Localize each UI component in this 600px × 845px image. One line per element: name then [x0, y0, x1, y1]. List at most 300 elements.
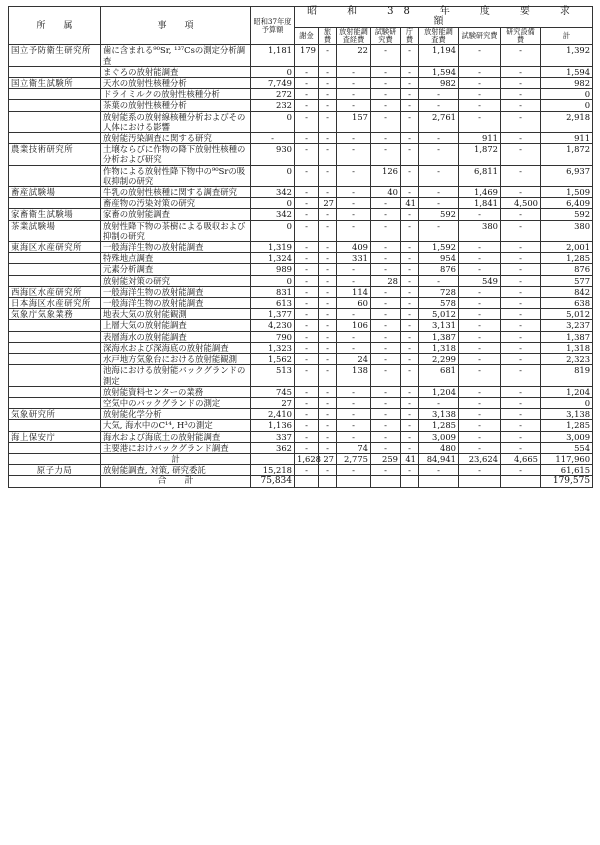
grand-total-cell: 75,834 — [251, 476, 295, 487]
agency-cell: 農業技術研究所 — [9, 144, 101, 165]
value-cell: 1,387 — [541, 331, 593, 342]
value-cell: - — [319, 442, 337, 453]
value-cell: - — [401, 465, 419, 476]
value-cell: 1,194 — [419, 45, 459, 66]
value-cell: - — [295, 253, 319, 264]
table-row — [9, 298, 593, 309]
value-cell: - — [501, 431, 541, 442]
value-cell: 1,181 — [251, 45, 295, 66]
value-cell: 982 — [541, 78, 593, 89]
value-cell: - — [319, 253, 337, 264]
value-cell: - — [251, 133, 295, 144]
value-cell: 577 — [541, 275, 593, 286]
value-cell: 28 — [371, 275, 401, 286]
value-cell: - — [401, 397, 419, 408]
value-cell: 0 — [251, 220, 295, 241]
value-cell: 331 — [337, 253, 371, 264]
header-col-2: 放射能調査経費 — [337, 28, 371, 45]
value-cell: - — [401, 365, 419, 386]
value-cell: - — [371, 242, 401, 253]
value-cell: - — [337, 386, 371, 397]
value-cell: - — [401, 165, 419, 186]
value-cell: - — [371, 420, 401, 431]
value-cell: - — [501, 386, 541, 397]
value-cell: - — [371, 253, 401, 264]
item-cell: 放射性降下物の茶樹による吸収および抑制の研究 — [101, 220, 251, 241]
value-cell: - — [501, 286, 541, 297]
value-cell: - — [295, 264, 319, 275]
value-cell: 1,377 — [251, 309, 295, 320]
value-cell: - — [501, 420, 541, 431]
header-col-1: 旅費 — [319, 28, 337, 45]
value-cell: 578 — [419, 298, 459, 309]
subtotal-label: 計 — [101, 453, 251, 464]
value-cell: 911 — [459, 133, 501, 144]
value-cell: - — [295, 386, 319, 397]
value-cell: 1,204 — [541, 386, 593, 397]
value-cell: - — [337, 331, 371, 342]
subtotal-cell — [251, 453, 295, 464]
value-cell: - — [459, 442, 501, 453]
header-row-1 — [9, 7, 593, 28]
value-cell: 1,285 — [419, 420, 459, 431]
value-cell: - — [401, 354, 419, 365]
value-cell: - — [501, 397, 541, 408]
value-cell: 989 — [251, 264, 295, 275]
value-cell: - — [319, 342, 337, 353]
value-cell: - — [319, 298, 337, 309]
agency-cell — [9, 442, 101, 453]
value-cell: - — [319, 331, 337, 342]
agency-cell — [9, 342, 101, 353]
value-cell: - — [337, 220, 371, 241]
value-cell: - — [401, 220, 419, 241]
value-cell: 549 — [459, 275, 501, 286]
value-cell: - — [371, 342, 401, 353]
value-cell: - — [371, 209, 401, 220]
value-cell: 138 — [337, 365, 371, 386]
value-cell: 3,237 — [541, 320, 593, 331]
value-cell: 0 — [541, 100, 593, 111]
value-cell: 876 — [541, 264, 593, 275]
agency-cell: 気象庁気象業務 — [9, 309, 101, 320]
value-cell: - — [459, 331, 501, 342]
value-cell: - — [337, 133, 371, 144]
table-row — [9, 100, 593, 111]
value-cell: - — [337, 144, 371, 165]
value-cell: 1,592 — [419, 242, 459, 253]
grand-total-cell — [501, 476, 541, 487]
value-cell: - — [295, 286, 319, 297]
item-cell: 池海における放射能バックグランドの測定 — [101, 365, 251, 386]
agency-cell: 畜産試験場 — [9, 187, 101, 198]
value-cell: - — [337, 409, 371, 420]
value-cell: - — [419, 89, 459, 100]
table-row — [9, 253, 593, 264]
value-cell: - — [401, 320, 419, 331]
value-cell: - — [419, 465, 459, 476]
value-cell: 0 — [251, 275, 295, 286]
value-cell: - — [401, 331, 419, 342]
value-cell: - — [371, 264, 401, 275]
value-cell: - — [401, 309, 419, 320]
value-cell: - — [371, 331, 401, 342]
table-footer — [9, 453, 593, 487]
value-cell: 982 — [419, 78, 459, 89]
value-cell: - — [419, 220, 459, 241]
value-cell: 342 — [251, 187, 295, 198]
agency-cell — [9, 133, 101, 144]
value-cell: - — [371, 45, 401, 66]
grand-total-label: 合 計 — [101, 476, 251, 487]
grand-total-cell — [419, 476, 459, 487]
value-cell: 114 — [337, 286, 371, 297]
value-cell: - — [401, 431, 419, 442]
value-cell: - — [319, 133, 337, 144]
item-cell: 放射能化学分析 — [101, 409, 251, 420]
value-cell: - — [419, 144, 459, 165]
value-cell: - — [501, 309, 541, 320]
value-cell: 1,319 — [251, 242, 295, 253]
value-cell: - — [295, 242, 319, 253]
agency-cell: 西海区水産研究所 — [9, 286, 101, 297]
table-row — [9, 264, 593, 275]
item-cell: 作物による放射性降下物中の⁹⁰Srの吸収抑制の研究 — [101, 165, 251, 186]
value-cell: - — [337, 187, 371, 198]
agency-cell — [9, 397, 101, 408]
table-row — [9, 165, 593, 186]
value-cell: - — [501, 144, 541, 165]
value-cell: 272 — [251, 89, 295, 100]
value-cell: - — [501, 409, 541, 420]
value-cell: - — [371, 298, 401, 309]
value-cell: - — [295, 66, 319, 77]
value-cell: - — [371, 133, 401, 144]
item-cell: 一般海洋生物の放射能調査 — [101, 298, 251, 309]
item-cell: 放射能系の放射線核種分析およびその人体における影響 — [101, 111, 251, 132]
value-cell: - — [319, 144, 337, 165]
value-cell: - — [501, 320, 541, 331]
value-cell: - — [501, 209, 541, 220]
value-cell: 1,387 — [419, 331, 459, 342]
value-cell: - — [319, 386, 337, 397]
value-cell: 3,131 — [419, 320, 459, 331]
value-cell: 728 — [419, 286, 459, 297]
value-cell: 1,594 — [541, 66, 593, 77]
value-cell: 4,500 — [501, 198, 541, 209]
value-cell: - — [319, 100, 337, 111]
value-cell: - — [295, 431, 319, 442]
table-row — [9, 331, 593, 342]
agency-cell — [9, 66, 101, 77]
genshiryoku-row — [9, 465, 593, 476]
agency-cell — [9, 253, 101, 264]
item-cell: 大気, 海水中のC¹⁴, H³の測定 — [101, 420, 251, 431]
table-row — [9, 111, 593, 132]
table-row — [9, 354, 593, 365]
value-cell: 0 — [251, 111, 295, 132]
grand-total-cell: 179,575 — [541, 476, 593, 487]
value-cell: - — [371, 442, 401, 453]
value-cell: - — [419, 275, 459, 286]
subtotal-cell: 84,941 — [419, 453, 459, 464]
value-cell: 2,001 — [541, 242, 593, 253]
value-cell: 6,937 — [541, 165, 593, 186]
subtotal-cell: 259 — [371, 453, 401, 464]
value-cell: 3,009 — [541, 431, 593, 442]
value-cell: - — [459, 100, 501, 111]
value-cell: - — [371, 144, 401, 165]
grand-total-row — [9, 476, 593, 487]
value-cell: - — [337, 209, 371, 220]
header-col-5: 放射能調査費 — [419, 28, 459, 45]
item-cell: 土壌ならびに作物の降下放射性核種の分析および研究 — [101, 144, 251, 165]
header-budget37: 昭和37年度予算額 — [251, 7, 295, 45]
value-cell: - — [337, 89, 371, 100]
subtotal-cell: 4,665 — [501, 453, 541, 464]
item-cell: 天水の放射性核種分析 — [101, 78, 251, 89]
value-cell: 1,841 — [459, 198, 501, 209]
agency-cell: 海上保安庁 — [9, 431, 101, 442]
agency-cell — [9, 275, 101, 286]
value-cell: - — [371, 431, 401, 442]
value-cell: 1,392 — [541, 45, 593, 66]
subtotal-cell: 1,628 — [295, 453, 319, 464]
value-cell: 819 — [541, 365, 593, 386]
value-cell: - — [501, 45, 541, 66]
value-cell: 409 — [337, 242, 371, 253]
item-cell: 特殊地点調査 — [101, 253, 251, 264]
value-cell: - — [295, 133, 319, 144]
value-cell: - — [337, 198, 371, 209]
value-cell: - — [319, 320, 337, 331]
agency-cell — [9, 89, 101, 100]
value-cell: - — [401, 133, 419, 144]
table-row — [9, 397, 593, 408]
table-row — [9, 220, 593, 241]
item-cell: 主要港におけバックグランド調査 — [101, 442, 251, 453]
value-cell: - — [459, 465, 501, 476]
value-cell: - — [501, 354, 541, 365]
item-cell: 空気中のバックグランドの測定 — [101, 397, 251, 408]
value-cell: - — [459, 78, 501, 89]
value-cell: - — [295, 89, 319, 100]
value-cell: 5,012 — [541, 309, 593, 320]
agency-cell — [9, 354, 101, 365]
value-cell: - — [295, 354, 319, 365]
value-cell: 831 — [251, 286, 295, 297]
value-cell: - — [419, 100, 459, 111]
value-cell: - — [337, 275, 371, 286]
value-cell: - — [295, 309, 319, 320]
value-cell: - — [319, 111, 337, 132]
value-cell: 2,918 — [541, 111, 593, 132]
value-cell: - — [459, 253, 501, 264]
agency-cell — [9, 100, 101, 111]
item-cell: 海水および海底土の放射能調査 — [101, 431, 251, 442]
value-cell: 0 — [251, 66, 295, 77]
grand-total-cell — [295, 476, 319, 487]
table-row — [9, 78, 593, 89]
value-cell: - — [371, 465, 401, 476]
item-cell: 放射能資料センターの業務 — [101, 386, 251, 397]
value-cell: - — [501, 342, 541, 353]
value-cell: - — [371, 309, 401, 320]
value-cell: - — [295, 342, 319, 353]
table-row — [9, 420, 593, 431]
value-cell: - — [319, 220, 337, 241]
value-cell: - — [337, 465, 371, 476]
item-cell: 家畜の放射能調査 — [101, 209, 251, 220]
value-cell: - — [401, 187, 419, 198]
value-cell: - — [401, 342, 419, 353]
value-cell: - — [419, 165, 459, 186]
value-cell: - — [371, 100, 401, 111]
value-cell: - — [401, 409, 419, 420]
value-cell: - — [319, 365, 337, 386]
value-cell: - — [371, 66, 401, 77]
item-cell: 牛乳の放射性核種に関する調査研究 — [101, 187, 251, 198]
value-cell: - — [337, 420, 371, 431]
table-row — [9, 133, 593, 144]
agency-cell: 原子力局 — [9, 465, 101, 476]
value-cell: - — [295, 220, 319, 241]
table-row — [9, 198, 593, 209]
item-cell: 放射能調査, 対策, 研究委託 — [101, 465, 251, 476]
value-cell: 554 — [541, 442, 593, 453]
value-cell: 342 — [251, 209, 295, 220]
value-cell: - — [401, 242, 419, 253]
value-cell: - — [419, 187, 459, 198]
value-cell: - — [295, 320, 319, 331]
value-cell: - — [459, 242, 501, 253]
budget-table-sheet — [8, 6, 600, 488]
item-cell: 一般海洋生物の放射能調査 — [101, 286, 251, 297]
agency-cell: 茶業試験場 — [9, 220, 101, 241]
value-cell: - — [295, 331, 319, 342]
value-cell: 592 — [419, 209, 459, 220]
table-row — [9, 342, 593, 353]
header-col-0: 謝金 — [295, 28, 319, 45]
table-body — [9, 45, 593, 454]
table-row — [9, 431, 593, 442]
value-cell: - — [501, 165, 541, 186]
value-cell: 41 — [401, 198, 419, 209]
item-cell: まぐろの放射能調査 — [101, 66, 251, 77]
value-cell: 60 — [337, 298, 371, 309]
value-cell: 954 — [419, 253, 459, 264]
value-cell: - — [371, 354, 401, 365]
value-cell: - — [319, 165, 337, 186]
value-cell: 2,299 — [419, 354, 459, 365]
agency-cell — [9, 365, 101, 386]
value-cell: - — [459, 66, 501, 77]
value-cell: 842 — [541, 286, 593, 297]
value-cell: - — [501, 187, 541, 198]
value-cell: - — [401, 100, 419, 111]
value-cell: - — [401, 420, 419, 431]
value-cell: 1,872 — [459, 144, 501, 165]
item-cell: 水戸地方気象台における放射能観測 — [101, 354, 251, 365]
value-cell: - — [401, 66, 419, 77]
value-cell: - — [459, 431, 501, 442]
header-col-8: 計 — [541, 28, 593, 45]
value-cell: - — [501, 465, 541, 476]
grand-total-cell — [401, 476, 419, 487]
value-cell: - — [295, 165, 319, 186]
table-row — [9, 242, 593, 253]
agency-cell: 東海区水産研究所 — [9, 242, 101, 253]
value-cell: - — [401, 209, 419, 220]
grand-total-cell — [459, 476, 501, 487]
subtotal-cell: 23,624 — [459, 453, 501, 464]
value-cell: 592 — [541, 209, 593, 220]
value-cell: - — [401, 253, 419, 264]
value-cell: - — [401, 144, 419, 165]
value-cell: 337 — [251, 431, 295, 442]
value-cell: - — [319, 66, 337, 77]
value-cell: - — [371, 286, 401, 297]
value-cell: - — [319, 264, 337, 275]
table-row — [9, 209, 593, 220]
value-cell: - — [459, 309, 501, 320]
agency-cell — [9, 331, 101, 342]
value-cell: - — [401, 78, 419, 89]
value-cell: - — [459, 365, 501, 386]
value-cell: - — [371, 365, 401, 386]
item-cell: 放射能汚染調査に関する研究 — [101, 133, 251, 144]
value-cell: - — [401, 111, 419, 132]
value-cell: - — [295, 209, 319, 220]
item-cell: 畜産物の汚染対策の研究 — [101, 198, 251, 209]
value-cell: 27 — [251, 397, 295, 408]
value-cell: - — [319, 409, 337, 420]
value-cell: - — [501, 220, 541, 241]
value-cell: - — [319, 354, 337, 365]
value-cell: 22 — [337, 45, 371, 66]
value-cell: - — [371, 78, 401, 89]
value-cell: 24 — [337, 354, 371, 365]
agency-cell — [9, 264, 101, 275]
value-cell: - — [501, 100, 541, 111]
value-cell: 1,204 — [419, 386, 459, 397]
value-cell: - — [459, 264, 501, 275]
header-agency: 所 属 — [9, 7, 101, 45]
value-cell: - — [501, 442, 541, 453]
value-cell: 681 — [419, 365, 459, 386]
value-cell: - — [337, 66, 371, 77]
header-col-4: 庁費 — [401, 28, 419, 45]
value-cell: 2,410 — [251, 409, 295, 420]
value-cell: - — [319, 89, 337, 100]
value-cell: - — [419, 397, 459, 408]
value-cell: 930 — [251, 144, 295, 165]
grand-total-blank — [9, 476, 101, 487]
value-cell: - — [501, 66, 541, 77]
value-cell: - — [501, 133, 541, 144]
value-cell: 27 — [319, 198, 337, 209]
value-cell: 61,615 — [541, 465, 593, 476]
value-cell: - — [459, 409, 501, 420]
value-cell: 0 — [541, 89, 593, 100]
item-cell: 歯に含まれる⁹⁰Sr, ¹³⁷Csの測定分析調査 — [101, 45, 251, 66]
value-cell: - — [295, 111, 319, 132]
agency-cell — [9, 420, 101, 431]
value-cell: 2,761 — [419, 111, 459, 132]
item-cell: 元素分析調査 — [101, 264, 251, 275]
value-cell: - — [371, 198, 401, 209]
subtotal-cell: 117,960 — [541, 453, 593, 464]
